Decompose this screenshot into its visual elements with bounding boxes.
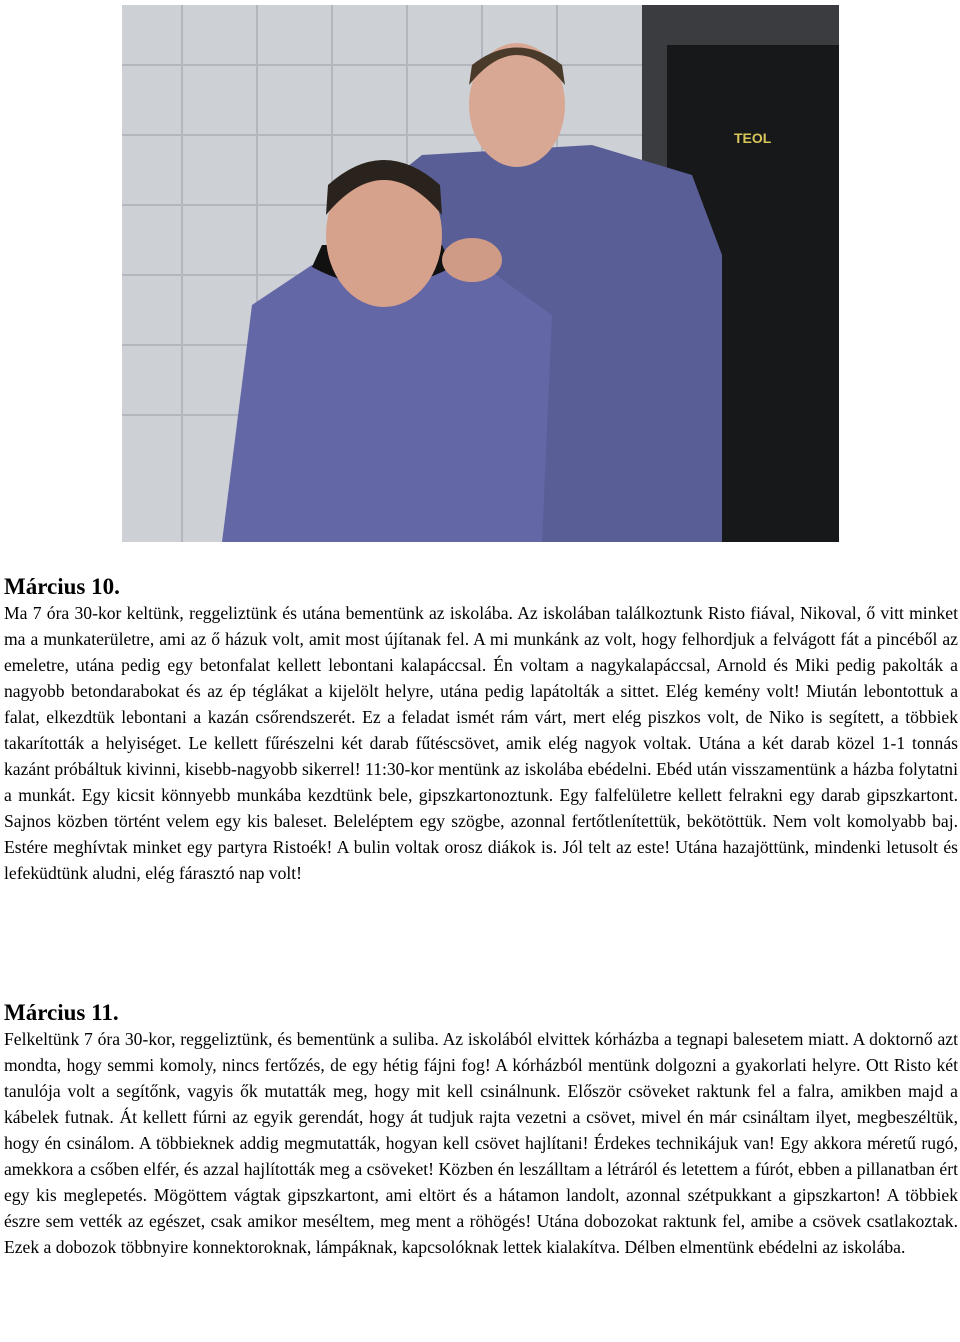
- entry-march-10: [4, 574, 958, 886]
- jacket-label: TEOL: [734, 130, 772, 146]
- entry-march-11: [4, 1000, 958, 1260]
- entry-title: Március 10.: [4, 574, 120, 599]
- entry-title: Március 11.: [4, 1000, 119, 1025]
- photo-illustration: [122, 5, 839, 542]
- entry-paragraph: Ma 7 óra 30-kor keltünk, reggeliztünk és utána bementünk az iskolába. Az iskolában találkoztunk Risto fiával, Nikoval, ő vitt minket ma a munkaterületre, ami az ő házuk volt, amit most újítanak fel. A mi munkánk az volt, hogy felhordjuk a felvágott fát a pincéből az emeletre, utána pedig egy betonfalat kellett lebontani kalapáccsal. Én voltam a nagykalapáccsal, Arnold és Miki pedig pakolták a nagyobb betondarabokat és az ép téglákat a kijelölt helyre, utána pedig lapátolták a sittet. Elég kemény volt! Miután lebontottuk a falat, elkezdtük lebontani a kazán csőrendszerét. Ez a feladat ismét rám várt, mert elég piszkos volt, de Niko is segített, a többiek takarították a helyiséget. Le kellett fűrészelni két darab fűtéscsövet, amik elég nagyok voltak. Utána a két darab közel 1-1 tonnás kazánt próbáltuk kivinni, kisebb-nagyobb sikerrel! 11:30-kor mentünk az iskolába ebédelni. Ebéd után visszamentünk a házba folytatni a munkát. Egy kicsit könnyebb munkába kezdtünk bele, gipszkartonoztunk. Egy falfelületre kellett felrakni egy darab gipszkartont. Sajnos közben történt velem egy kis baleset. Beleléptem egy szögbe, azonnal fertőtlenítettük, bekötöttük. Nem volt komolyabb baj. Estére meghívtak minket egy partyra Ristoék! A bulin voltak orosz diákok is. Jól telt az este! Utána hazajöttünk, mindenki letusolt és lefeküdtünk aludni, elég fárasztó nap volt!: [4, 603, 958, 883]
- entry-paragraph: Felkeltünk 7 óra 30-kor, reggeliztünk, és bementünk a suliba. Az iskolából elvittek kórházba a tegnapi balesetem miatt. A doktornő azt mondta, hogy semmi komoly, nincs fertőzés, de egy hétig fájni fog! A kórházból mentünk dolgozni a gyakorlati helyre. Ott Risto két tanulója volt a segítőnk, vagyis ők mutatták meg, hogy mit kell csinálnunk. Először csöveket raktunk fel a falra, amikben majd a kábelek futnak. Át kellett fúrni az egyik gerendát, hogy át tudjuk rajta vezetni a csövet, mivel én már csináltam ilyet, megbeszéltük, hogy én csinálom. A többieknek addig megmutatták, hogyan kell csövet hajlítani! Érdekes technikájuk van! Egy akkora méretű rugó, amekkora a csőben elfér, és azzal hajlították meg a csöveket! Közben én leszálltam a létráról és letettem a fúrót, ebben a pillanatban ért egy kis meglepetés. Mögöttem vágtak gipszkartont, ami eltört és a hátamon landolt, azonnal szétpukkant a gipszkarton! A többiek észre sem vették az egészet, csak amikor meséltem, meg ment a röhögés! Utána dobozokat raktunk fel, amibe a csövek csatlakoztak. Ezek a dobozok többnyire konnektoroknak, lámpáknak, kapcsolóknak lettek kialakítva. Délben elmentünk ebédelni az iskolába.: [4, 1029, 958, 1257]
- photo-two-workers: [122, 5, 839, 542]
